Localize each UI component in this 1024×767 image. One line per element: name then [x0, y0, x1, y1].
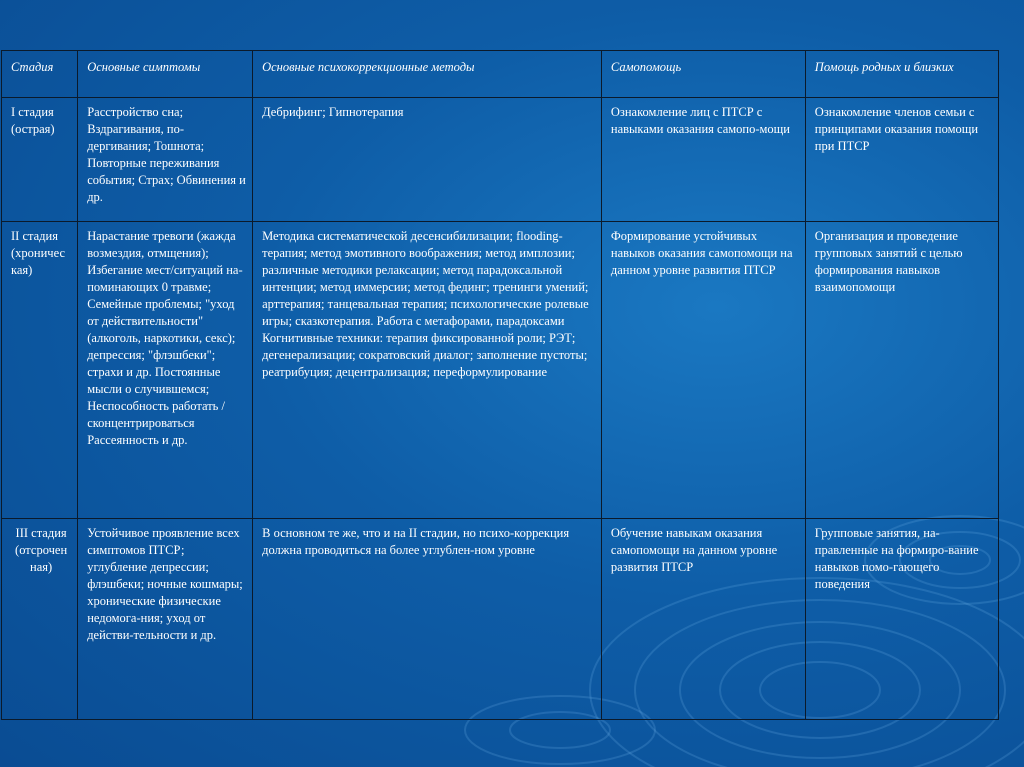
header-methods: Основные психокоррекционные методы — [253, 51, 602, 98]
stage-cell: III стадия (отсрочен ная) — [2, 519, 78, 720]
table-row — [2, 98, 999, 222]
self-help-cell: Ознакомление лиц с ПТСР с навыками оказания самопо-мощи — [601, 98, 805, 222]
stage-cell: I стадия (острая) — [2, 98, 78, 222]
header-stage: Стадия — [2, 51, 78, 98]
header-family-help: Помощь родных и близких — [805, 51, 998, 98]
family-help-cell: Групповые занятия, на-правленные на формиро-вание навыков помо-гающего поведения — [805, 519, 998, 720]
family-help-cell: Ознакомление членов семьи с принципами оказания помощи при ПТСР — [805, 98, 998, 222]
self-help-cell: Формирование устойчивых навыков оказания самопомощи на данном уровне развития ПТСР — [601, 222, 805, 519]
ptsd-stages-table — [1, 50, 999, 720]
methods-cell: Дебрифинг; Гипнотерапия — [253, 98, 602, 222]
symptoms-cell: Устойчивое проявление всех симптомов ПТСР; углубление депрессии; флэшбеки; ночные кошмары; хронические физические недомога-ния; уход от действи-тельности и др. — [78, 519, 253, 720]
methods-cell: Методика систематической десенсибилизации; flooding- терапия; метод эмотивного воображения; метод имплозии; различные методики релаксации; метод парадоксальной интенции; метод иммерсии; метод фединг; тренинги умений; арттерапия; танцевальная терапия; психологические ролевые игры; сказкотерапия. Работа с метафорами, парадоксами Когнитивные техники: терапия фиксированной роли; РЭТ; дегенерализации; сократовский диалог; заполнение пустоты; реатрибуция; децентрализация; переформулирование — [253, 222, 602, 519]
header-symptoms: Основные симптомы — [78, 51, 253, 98]
table-header-row — [2, 51, 999, 98]
symptoms-cell: Нарастание тревоги (жажда возмездия, отмщения); Избегание мест/ситуаций на-поминающих 0 травме; Семейные проблемы; "уход от действительности" (алкоголь, наркотики, секс); депрессия; "флэшбеки"; страхи и др. Постоянные мысли о случившемся; Неспособность работать / сконцентрироваться Рассеянность и др. — [78, 222, 253, 519]
methods-cell: В основном те же, что и на II стадии, но психо-коррекция должна проводиться на более углублен-ном уровне — [253, 519, 602, 720]
table-row — [2, 519, 999, 720]
family-help-cell: Организация и проведение групповых занятий с целью формирования навыков взаимопомощи — [805, 222, 998, 519]
header-self-help: Самопомощь — [601, 51, 805, 98]
table-row — [2, 222, 999, 519]
self-help-cell: Обучение навыкам оказания самопомощи на данном уровне развития ПТСР — [601, 519, 805, 720]
symptoms-cell: Расстройство сна; Вздрагивания, по-дергивания; Тошнота; Повторные переживания события; Страх; Обвинения и др. — [78, 98, 253, 222]
stage-cell: II стадия (хроничес кая) — [2, 222, 78, 519]
